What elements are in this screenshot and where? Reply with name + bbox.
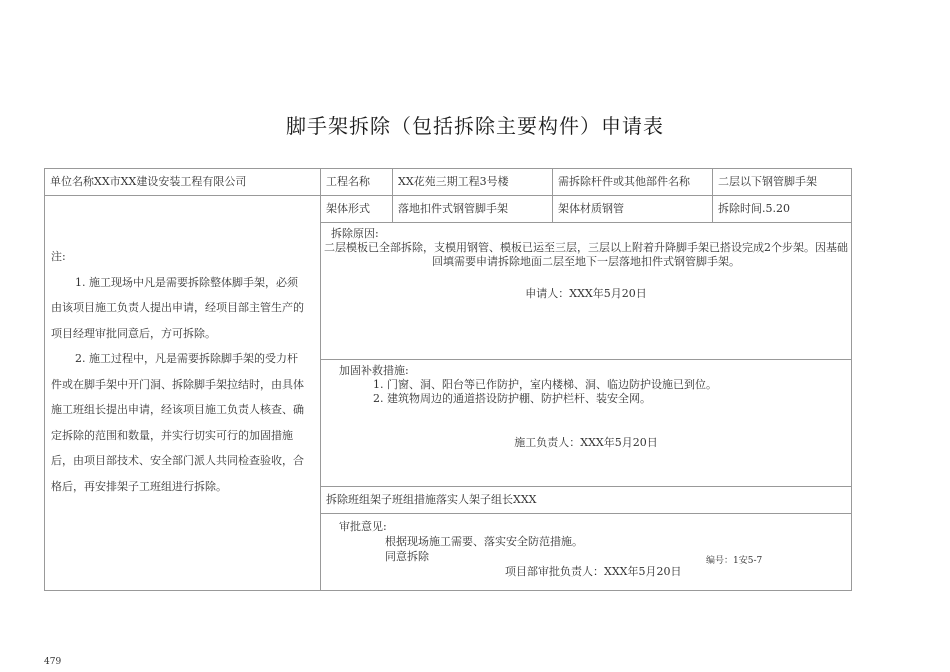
measures-item-1: 1. 门窗、洞、阳台等已作防护，室内楼梯、洞、临边防护设施已到位。 xyxy=(373,378,717,391)
form-row-frame xyxy=(45,196,852,223)
notes-cell xyxy=(45,196,321,591)
applicant-signature: 申请人：XXX年5月20日 xyxy=(525,287,647,300)
removal-reason-text: 二层模板已全部拆除，支模用钢管、模板已运至三层，三层以上附着升降脚手架已搭设完成2个步架。因基础回填需要申请拆除地面二层至地下一层落地扣件式钢管脚手架。 xyxy=(324,241,848,268)
measures-item-2: 2. 建筑物周边的通道搭设防护棚、防护栏杆、装安全网。 xyxy=(373,392,651,405)
form-row-header xyxy=(45,169,852,196)
reinforcement-measures-cell xyxy=(321,360,852,487)
frame-material-cell: 架体材质钢管 xyxy=(553,196,713,223)
crew-cell: 拆除班组架子班组措施落实人架子组长XXX xyxy=(321,487,852,514)
approval-line-2: 同意拆除 xyxy=(385,550,429,563)
notes-heading: 注: xyxy=(51,250,66,263)
construction-lead-signature: 施工负责人：XXX年5月20日 xyxy=(514,436,658,449)
form-number: 编号：1安5-7 xyxy=(706,556,763,566)
form-title: 脚手架拆除（包括拆除主要构件）申请表 xyxy=(286,114,664,138)
approval-line-1: 根据现场施工需要、落实安全防范措施。 xyxy=(385,535,583,548)
approver-signature: 项目部审批负责人：XXX年5月20日 xyxy=(505,565,682,578)
measures-heading: 加固补救措施: xyxy=(339,364,409,377)
notes-item-2: 2. 施工过程中，凡是需要拆除脚手架的受力杆件或在脚手架中开门洞、拆除脚手架拉结时，由具体施工班组长提出申请，经该项目施工负责人核查、确定拆除的范围和数量，并实行切实可行的加固措施后，由项目部技术、安全部门派人共同检查验收，合格后，再安排架子工班组进行拆除。 xyxy=(51,352,304,493)
frame-form-value: 落地扣件式钢管脚手架 xyxy=(393,196,553,223)
frame-form-label: 架体形式 xyxy=(321,196,393,223)
page-number: 479 xyxy=(44,657,62,667)
unit-name-cell: 单位名称XX市XX建设安装工程有限公司 xyxy=(45,169,321,196)
notes-item-1: 1. 施工现场中凡是需要拆除整体脚手架，必须由该项目施工负责人提出申请，经项目部主管生产的项目经理审批同意后，方可拆除。 xyxy=(51,275,304,340)
removal-reason-heading: 拆除原因: xyxy=(331,227,379,240)
project-name-value: XX花苑三期工程3号楼 xyxy=(393,169,553,196)
removal-reason-cell xyxy=(321,223,852,360)
application-form-table xyxy=(44,168,852,591)
parts-name-value: 二层以下钢管脚手架 xyxy=(713,169,852,196)
parts-name-label: 需拆除杆件或其他部件名称 xyxy=(553,169,713,196)
approval-heading: 审批意见: xyxy=(339,520,387,533)
removal-time-cell: 拆除时间.5.20 xyxy=(713,196,852,223)
project-name-label: 工程名称 xyxy=(321,169,393,196)
approval-cell xyxy=(321,514,852,591)
